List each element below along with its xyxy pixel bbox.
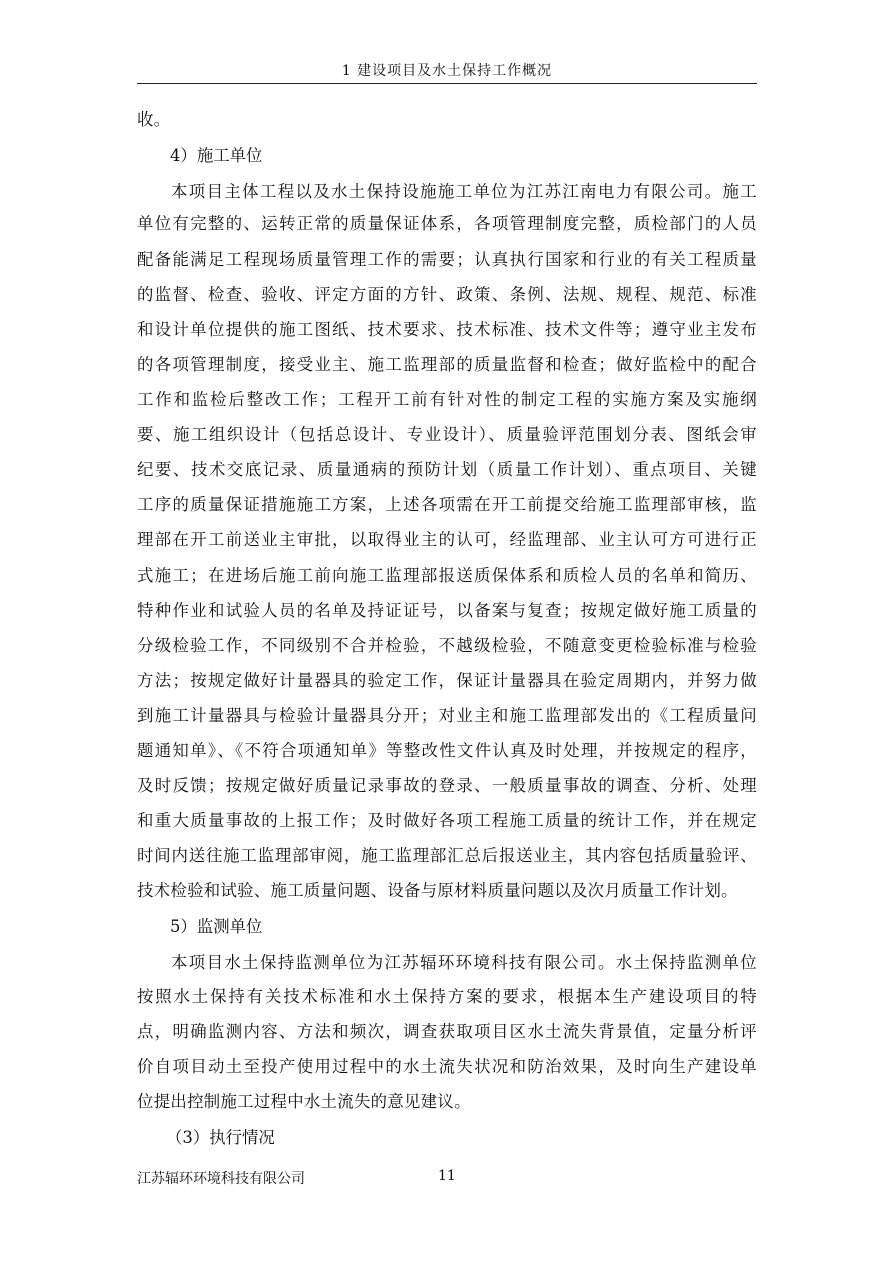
paragraph-line: 技术检验和试验、施工质量问题、设备与原材料质量问题以及次月质量工作计划。: [137, 881, 738, 900]
paragraph-line: 工作和监检后整改工作；工程开工前有针对性的制定工程的实施方案及实施纲: [137, 390, 757, 409]
page-header: 1 建设项目及水土保持工作概况: [341, 63, 553, 79]
paragraph-line: 要、施工组织设计（包括总设计、专业设计）、质量验评范围划分表、图纸会审: [137, 425, 757, 444]
paragraph-line: 位提出控制施工过程中水土流失的意见建议。: [137, 1092, 471, 1111]
paragraph-line: 及时反馈；按规定做好质量记录事故的登录、一般质量事故的调查、分析、处理: [137, 776, 757, 795]
paragraph-line: 本项目水土保持监测单位为江苏辐环环境科技有限公司。水土保持监测单位: [171, 953, 757, 972]
footer-company: 江苏辐环环境科技有限公司: [137, 1171, 305, 1187]
paragraph-line: 配备能满足工程现场质量管理工作的需要；认真执行国家和行业的有关工程质量: [137, 250, 757, 269]
section-heading-execution: （3）执行情况: [166, 1128, 275, 1147]
paragraph-line: 和设计单位提供的施工图纸、技术要求、技术标准、技术文件等；遵守业主发布: [137, 320, 757, 339]
paragraph-line: 的各项管理制度，接受业主、施工监理部的质量监督和检查；做好监检中的配合: [137, 355, 757, 374]
paragraph-line: 式施工；在进场后施工前向施工监理部报送质保体系和质检人员的名单和简历、: [137, 566, 757, 585]
paragraph-line: 题通知单》、《不符合项通知单》等整改性文件认真及时处理，并按规定的程序，: [137, 741, 757, 760]
paragraph-line: 工序的质量保证措施施工方案，上述各项需在开工前提交给施工监理部审核，监: [137, 495, 757, 514]
paragraph-line: 分级检验工作，不同级别不合并检验，不越级检验，不随意变更检验标准与检验: [137, 636, 757, 655]
paragraph-line: 特种作业和试验人员的名单及持证证号，以备案与复查；按规定做好施工质量的: [137, 601, 757, 620]
header-rule: [137, 83, 757, 84]
paragraph-line: 的监督、检查、验收、评定方面的方针、政策、条例、法规、规程、规范、标准: [137, 285, 757, 304]
page-number: 11: [438, 1168, 456, 1184]
paragraph-line: 和重大质量事故的上报工作；及时做好各项工程施工质量的统计工作，并在规定: [137, 811, 757, 830]
paragraph-line: 按照水土保持有关技术标准和水土保持方案的要求，根据本生产建设项目的特: [137, 987, 757, 1006]
paragraph-line: 方法；按规定做好计量器具的验定工作，保证计量器具在验定周期内，并努力做: [137, 671, 757, 690]
paragraph-line: 本项目主体工程以及水土保持设施施工单位为江苏江南电力有限公司。施工: [171, 182, 757, 201]
paragraph-line: 价自项目动土至投产使用过程中的水土流失状况和防治效果，及时向生产建设单: [137, 1057, 757, 1076]
paragraph-line: 到施工计量器具与检验计量器具分开；对业主和施工监理部发出的《工程质量问: [137, 706, 757, 725]
paragraph-line: 时间内送往施工监理部审阅，施工监理部汇总后报送业主，其内容包括质量验评、: [137, 846, 757, 865]
paragraph-line: 纪要、技术交底记录、质量通病的预防计划（质量工作计划）、重点项目、关键: [137, 460, 757, 479]
paragraph-line: 点，明确监测内容、方法和频次，调查获取项目区水土流失背景值，定量分析评: [137, 1022, 757, 1041]
section-heading-monitoring-unit: 5）监测单位: [170, 917, 263, 936]
section-heading-construction-unit: 4）施工单位: [170, 146, 263, 165]
paragraph-line: 理部在开工前送业主审批，以取得业主的认可，经监理部、业主认可方可进行正: [137, 530, 757, 549]
continuation-line: 收。: [137, 110, 171, 129]
paragraph-line: 单位有完整的、运转正常的质量保证体系，各项管理制度完整，质检部门的人员: [137, 214, 757, 233]
